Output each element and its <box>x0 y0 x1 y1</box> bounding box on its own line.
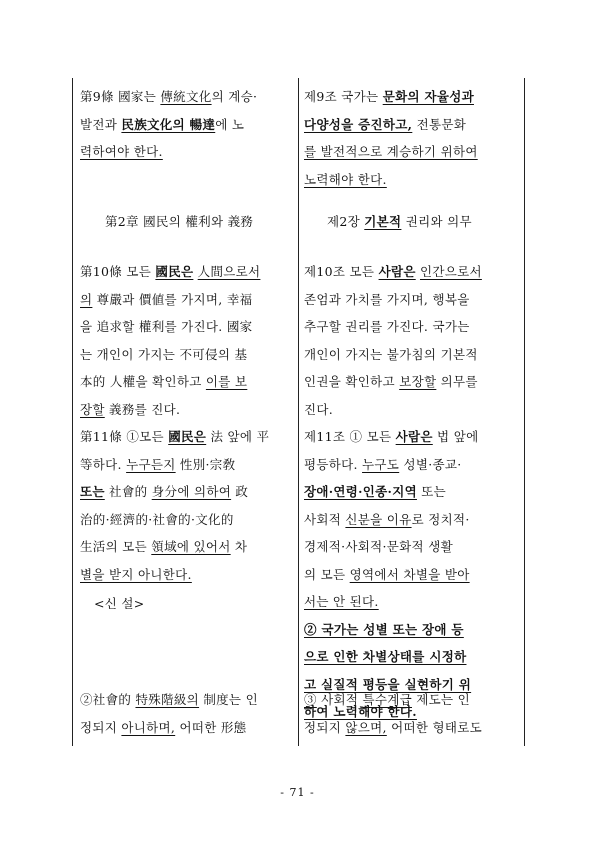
text-run: 治的·經濟的·社會的·文化的 <box>80 511 234 527</box>
text-run: 人間으로서 <box>197 264 261 279</box>
text-run: 신분을 이유 <box>345 511 412 527</box>
text-run: 民族文化의 暢達 <box>121 116 216 132</box>
text-line <box>304 616 478 644</box>
text-run: 제11조 ① 모든 <box>304 429 396 444</box>
text-run: 社會的 <box>104 484 152 499</box>
text-run: 의 계승· <box>211 89 258 104</box>
text-run: 법 앞에 <box>432 429 479 444</box>
text-run: 고 실질적 평등을 실현하기 위 <box>304 676 472 692</box>
text-run: 사회적 <box>316 692 363 707</box>
text-run: 어떠한 形態 <box>175 719 247 735</box>
text-line <box>80 258 260 286</box>
text-line <box>80 341 260 369</box>
text-line <box>80 714 258 742</box>
text-run: 하여 노력해야 한다. <box>304 704 417 719</box>
text-line <box>304 341 482 369</box>
text-run: ② 국가는 성별 또는 장애 등 <box>304 621 464 637</box>
text-run: 의무를 <box>436 374 478 389</box>
text-line <box>80 396 260 424</box>
text-run: 정되지 <box>80 719 122 735</box>
text-run: 누구든지 <box>126 456 176 472</box>
page-number: - 71 - <box>280 786 315 799</box>
text-run: 領域에 있어서 <box>151 539 231 554</box>
text-line <box>80 83 257 111</box>
right-article-9 <box>304 83 478 193</box>
text-run: 장애·연령·인종·지역 <box>304 484 417 499</box>
text-line <box>80 286 260 314</box>
text-run: 제9조 국가는 <box>304 89 383 104</box>
text-run: 에 노 <box>215 116 245 132</box>
text-run: 政 <box>231 484 249 499</box>
text-run: 추구할 권리를 가진다. 국가는 <box>304 319 470 334</box>
text-run: 를 발전적으로 계승하기 위하여 <box>304 144 478 159</box>
text-run: 보장할 <box>399 374 437 389</box>
right-border <box>524 78 525 746</box>
text-line <box>80 313 260 341</box>
text-run: 生活의 모든 <box>80 539 152 554</box>
text-run: 또는 <box>80 484 105 499</box>
text-line <box>304 533 478 561</box>
text-run: 制度는 인 <box>199 692 258 707</box>
text-run: 제2장 <box>327 214 365 229</box>
text-run: 문화의 자율성과 <box>382 89 474 104</box>
text-line <box>80 686 258 714</box>
text-line <box>80 423 269 451</box>
text-line <box>304 506 478 534</box>
text-run: 진다. <box>304 401 334 417</box>
text-line <box>304 714 482 742</box>
text-run: 차 <box>230 539 248 554</box>
text-line <box>304 368 482 396</box>
text-run: 等하다. <box>80 456 127 472</box>
right-article-11-clause-3 <box>304 686 482 741</box>
text-run: 발전과 <box>80 116 122 132</box>
text-line <box>304 166 478 194</box>
text-run: 어떠한 형태로도 <box>386 719 482 735</box>
text-line <box>304 478 478 506</box>
text-run: 사회적 <box>304 511 346 527</box>
text-run: 國民은 <box>168 429 207 444</box>
text-run: 별을 받지 아니한다. <box>80 566 192 582</box>
text-line <box>304 286 482 314</box>
text-run: 인간으로서 <box>419 264 482 279</box>
text-run: 개인이 가지는 불가침의 기본적 <box>304 346 478 362</box>
text-run: 義務를 진다. <box>104 401 181 417</box>
text-run: 로 정치적· <box>411 511 470 527</box>
text-run: 성별·종교· <box>399 456 462 472</box>
right-chapter-heading <box>327 212 472 230</box>
text-run: 는 개인이 가지는 不可侵의 基 <box>80 346 248 362</box>
text-line <box>80 506 269 534</box>
text-line <box>304 561 478 589</box>
text-run: 제10조 모든 <box>304 264 379 279</box>
left-article-11-clause-2 <box>80 686 258 741</box>
text-run: ③ <box>304 692 317 707</box>
text-line <box>304 451 478 479</box>
text-line <box>304 138 478 166</box>
text-run: 인권을 확인하고 <box>304 374 400 389</box>
text-line <box>80 561 269 589</box>
text-run: 法 앞에 平 <box>206 429 270 444</box>
text-run: 의 <box>80 291 93 307</box>
text-run: 제도는 인 <box>412 692 471 707</box>
text-line <box>304 423 478 451</box>
text-run: 第9條 國家는 <box>80 89 161 104</box>
text-line <box>80 451 269 479</box>
text-line <box>304 83 478 111</box>
text-run: 또는 <box>416 484 446 499</box>
text-line <box>304 686 482 714</box>
text-run: ②社會的 <box>80 692 136 707</box>
text-run: 第10條 모든 <box>80 264 156 279</box>
left-new-clause-marker: <신 설> <box>94 596 145 611</box>
text-run: 서는 안 된다. <box>304 594 379 609</box>
text-run: 특수계급 <box>362 692 412 707</box>
left-chapter-heading: 第2章 國民의 權利와 義務 <box>105 214 254 229</box>
text-run: 을 追求할 權利를 가진다. 國家 <box>80 319 253 334</box>
right-article-11 <box>304 423 478 726</box>
text-line <box>80 368 260 396</box>
text-run: 身分에 의하여 <box>151 484 232 499</box>
text-line <box>304 396 482 424</box>
text-run: 本的 人權을 확인하고 <box>80 374 206 389</box>
text-run: 영역에서 차별을 받아 <box>349 566 470 582</box>
left-border <box>72 78 73 746</box>
text-run: 사람은 <box>395 429 433 444</box>
text-run: 않으며, <box>345 719 387 735</box>
text-run: 特殊階級의 <box>135 692 200 707</box>
text-line <box>80 138 257 166</box>
text-run: 國民은 <box>155 264 194 279</box>
text-run: 평등하다. <box>304 456 363 472</box>
center-divider <box>298 78 299 746</box>
text-run: 사람은 <box>378 264 416 279</box>
text-run: 전통문화 <box>412 116 467 132</box>
text-run: 性別·宗敎 <box>175 456 236 472</box>
text-line <box>80 111 257 139</box>
text-run: 누구도 <box>362 456 400 472</box>
text-line <box>80 533 269 561</box>
text-line <box>304 588 478 616</box>
text-run: 아니하며, <box>121 719 176 735</box>
text-line <box>304 643 478 671</box>
text-line <box>304 258 482 286</box>
text-run: 장할 <box>80 401 105 417</box>
text-run: 傳統文化 <box>160 89 212 104</box>
text-run: 존엄과 가치를 가지며, 행복을 <box>304 291 470 307</box>
text-run: 력하여야 한다. <box>80 144 163 159</box>
text-run: 경제적·사회적·문화적 생활 <box>304 539 453 554</box>
text-run: 第11條 ①모든 <box>80 429 169 444</box>
text-run: 으로 인한 차별상태를 시정하 <box>304 649 467 664</box>
left-article-11 <box>80 423 269 588</box>
text-run: 권리와 의무 <box>401 214 472 229</box>
text-run: 이를 보 <box>205 374 248 389</box>
text-run: 尊嚴과 價値를 가지며, 幸福 <box>92 291 253 307</box>
text-line <box>304 313 482 341</box>
left-article-9 <box>80 83 257 166</box>
text-line <box>304 111 478 139</box>
text-run: 노력해야 한다. <box>304 171 387 187</box>
right-article-10 <box>304 258 482 423</box>
left-article-10 <box>80 258 260 423</box>
text-run: 정되지 <box>304 719 346 735</box>
text-run: 기본적 <box>364 214 402 229</box>
text-run: 다양성을 증진하고, <box>304 116 413 132</box>
text-line <box>80 478 269 506</box>
text-run: 의 모든 <box>304 566 350 582</box>
